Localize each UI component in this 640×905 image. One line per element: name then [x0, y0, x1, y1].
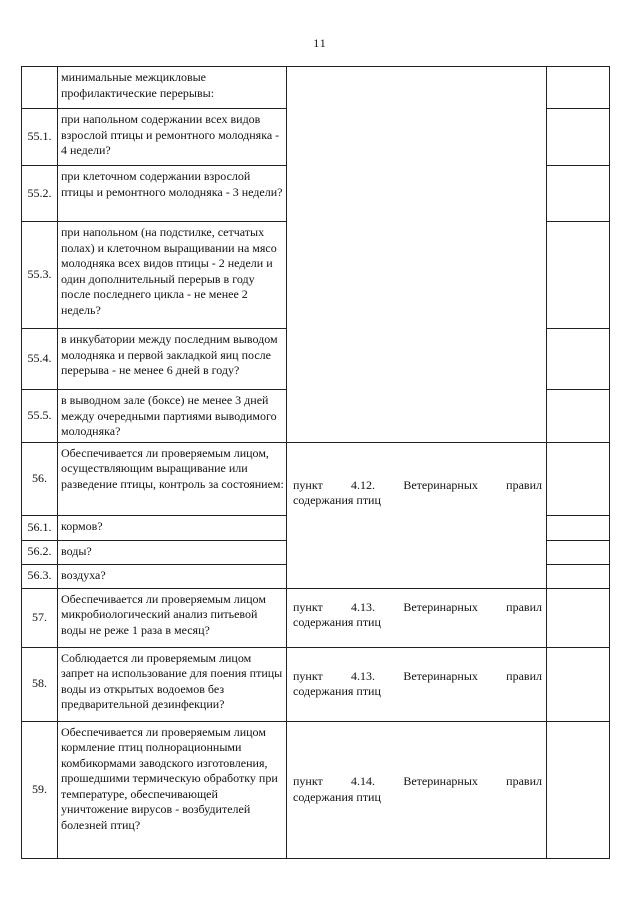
- item-number: 59.: [22, 721, 58, 858]
- answer-cell: [547, 564, 610, 588]
- item-number: 55.2.: [22, 166, 58, 222]
- ref-word: 4.13.: [351, 599, 376, 614]
- table-row: [22, 647, 610, 721]
- item-question: кормов?: [58, 515, 287, 540]
- item-question: Обеспечивается ли проверяемым лицом, осуществляющим выращивание или разведение птицы, контроль за состоянием:: [58, 442, 287, 515]
- ref-word: 4.14.: [351, 774, 376, 788]
- ref-word: правил: [506, 668, 542, 683]
- checklist-table: [21, 66, 610, 859]
- item-question: при клеточном содержании взрослой птицы и ремонтного молодняка - 3 недели?: [58, 166, 287, 222]
- page-number: 11: [313, 36, 327, 50]
- ref-word: пункт: [293, 599, 323, 614]
- item-question: в выводном зале (боксе) не менее 3 дней между очередными партиями выводимого молодняка?: [58, 390, 287, 443]
- item-question: Обеспечивается ли проверяемым лицом микробиологический анализ питьевой воды не реже 1 раза в месяц?: [58, 588, 287, 647]
- item-number: [22, 67, 58, 109]
- answer-cell: [547, 515, 610, 540]
- ref-word: 4.12.: [351, 477, 376, 492]
- answer-cell: [547, 222, 610, 329]
- ref-word: Ветеринарных: [403, 477, 478, 492]
- answer-cell: [547, 588, 610, 647]
- answer-cell: [547, 329, 610, 390]
- answer-cell: [547, 721, 610, 858]
- answer-cell: [547, 109, 610, 166]
- ref-word: Ветеринарных: [403, 599, 478, 614]
- item-number: 56.1.: [22, 515, 58, 540]
- answer-cell: [547, 647, 610, 721]
- legal-reference: [287, 442, 547, 588]
- item-question: при напольном (на подстилке, сетчатых полах) и клеточном выращивании на мясо молодняка всех видов птицы - 2 недели и один дополнительный перерыв в году после последнего цикла - не менее 2 недель?: [58, 222, 287, 329]
- item-number: 58.: [22, 647, 58, 721]
- item-question: Соблюдается ли проверяемым лицом запрет на использование для поения птицы воды из открытых водоемов без предварительной дезинфекции?: [58, 647, 287, 721]
- item-number: 55.5.: [22, 390, 58, 443]
- item-question: воздуха?: [58, 564, 287, 588]
- item-number: 55.1.: [22, 109, 58, 166]
- item-number: 55.4.: [22, 329, 58, 390]
- ref-word: 4.13.: [351, 668, 376, 683]
- legal-reference: [287, 588, 547, 647]
- answer-cell: [547, 166, 610, 222]
- item-question: воды?: [58, 540, 287, 564]
- answer-cell: [547, 540, 610, 564]
- item-number: 57.: [22, 588, 58, 647]
- ref-line2: содержания птиц: [293, 684, 381, 698]
- answer-cell: [547, 390, 610, 443]
- ref-word: Ветеринарных: [403, 668, 478, 683]
- ref-line2: содержания птиц: [293, 493, 381, 507]
- ref-line2: содержания птиц: [293, 615, 381, 629]
- table-row: [22, 67, 610, 109]
- ref-word: Ветеринарных: [403, 774, 478, 788]
- ref-word: правил: [506, 774, 542, 788]
- item-question: Обеспечивается ли проверяемым лицом кормление птиц полнорационными комбикормами заводского изготовления, прошедшими термическую обработку при температуре, обеспечивающей уничтожение вирусов - возбудителей болезней птиц?: [58, 721, 287, 858]
- item-number: 56.3.: [22, 564, 58, 588]
- ref-word: пункт: [293, 477, 323, 492]
- item-question: минимальные межцикловые профилактические перерывы:: [58, 67, 287, 109]
- item-number: 56.: [22, 442, 58, 515]
- ref-word: правил: [506, 477, 542, 492]
- item-number: 56.2.: [22, 540, 58, 564]
- answer-cell: [547, 442, 610, 515]
- table-row: [22, 721, 610, 858]
- table-row: [22, 588, 610, 647]
- ref-word: пункт: [293, 668, 323, 683]
- item-number: 55.3.: [22, 222, 58, 329]
- answer-cell: [547, 67, 610, 109]
- item-question: при напольном содержании всех видов взрослой птицы и ремонтного молодняка - 4 недели?: [58, 109, 287, 166]
- legal-reference: [287, 647, 547, 721]
- table-row: [22, 442, 610, 515]
- ref-line2: содержания птиц: [293, 789, 381, 804]
- legal-reference: [287, 721, 547, 858]
- ref-word: правил: [506, 599, 542, 614]
- item-question: в инкубатории между последним выводом молодняка и первой закладкой яиц после перерыва - не менее 6 дней в году?: [58, 329, 287, 390]
- ref-word: пункт: [293, 774, 323, 788]
- legal-reference-empty: [287, 67, 547, 443]
